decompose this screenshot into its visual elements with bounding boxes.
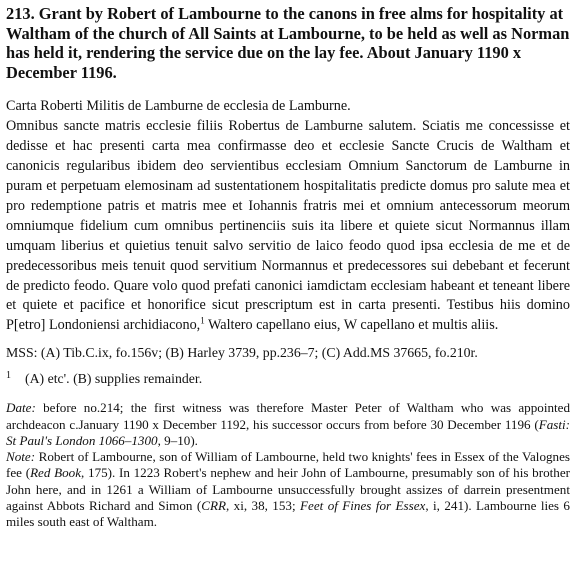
- entry-heading: [6, 4, 570, 82]
- note-citation-feet-of-fines: Feet of Fines for Essex: [300, 498, 426, 514]
- entry-number: 213.: [6, 4, 35, 23]
- charter-rubric: Carta Roberti Militis de Lamburne de ecclesia de Lamburne.: [6, 98, 351, 115]
- charter-text: [6, 97, 570, 336]
- note-text-c: , xi, 38, 153;: [225, 498, 301, 514]
- date-text-b: , 9–10).: [157, 432, 198, 448]
- date-label: Date:: [6, 400, 36, 416]
- footnote-text: (A) etc'. (B) supplies remainder.: [25, 371, 203, 387]
- date-note: [6, 400, 570, 449]
- note-text-b: , 175). In 1223 Robert's nephew and heir John of Lambourne, presumably son of his brother John here, and in 1261 a William of Lambourne unsuccessfully brought assizes of darrein presentment against Abbots Richard and Simon (: [6, 465, 570, 514]
- footnote-reference: 1: [200, 315, 205, 326]
- charter-body-end: Waltero capellano eius, W capellano et multis aliis.: [204, 317, 499, 334]
- entry-title: Grant by Robert of Lambourne to the canons in free alms for hospitality at Waltham of the church of All Saints at Lambourne, to be held as well as Norman has held it, rendering the service due on the lay fee. About January 1190 x December 1196.: [6, 4, 570, 82]
- document-page: [6, 4, 570, 531]
- note-citation-crr: CRR: [201, 498, 226, 514]
- charter-body-main: Omnibus sancte matris ecclesie filiis Robertus de Lamburne salutem. Sciatis me concessisse et dedisse et hac presenti carta mea confirmasse deo et ecclesie Sancte Crucis de Waltham et canonicis regularibus ibidem deo servientibus ecclesiam Omnium Sanctorum de Lamburne in puram et perpetuam elemosinam ad sustentationem hospitalitatis predicte domus pro salute mea et pro redemptione patris et matris mee et Iohannis fratris mei et omnium antecessorum meorum omniumque fidelium cum omnibus pertinenciis suis ita libere et quiete sicut Normannus illam umquam liberius et quietius tenuit salvo servitio de laico feodo quod ipsa ecclesia de me et de predecessoribus meis tenuit quod servitium Normannus et predecessores sui debebant et fecerunt de predicto feodo. Quare volo quod prefati canonici iamdictam ecclesiam habeant et teneant libere et quiete et pacifice et honorifice sicut prescriptum est in carta presenti. Testibus hiis domino P[etro] Londoniensi archidiacono,: [6, 118, 570, 334]
- charter-body: [6, 117, 570, 336]
- general-note: [6, 449, 570, 530]
- manuscripts-line: MSS: (A) Tib.C.ix, fo.156v; (B) Harley 3739, pp.236–7; (C) Add.MS 37665, fo.210r.: [6, 345, 478, 361]
- note-label: Note:: [6, 449, 36, 465]
- editorial-notes: [6, 400, 570, 530]
- date-text-a: before no.214; the first witness was therefore Master Peter of Waltham who was appointed archdeacon c.January 1190 x December 1192, his successor occurs from before 30 December 1196 (: [6, 400, 570, 432]
- note-text-d: , i, 241). Lambourne lies 6 miles south east of Waltham.: [6, 498, 570, 530]
- footnote-marker: 1: [6, 369, 11, 381]
- note-text-a: Robert of Lambourne, son of William of Lambourne, held two knights' fees in Essex of the Valognes fee (: [6, 449, 570, 481]
- date-citation: Fasti: St Paul's London 1066–1300: [6, 416, 570, 448]
- note-citation-red-book: Red Book: [30, 465, 82, 481]
- footnote: [6, 370, 570, 388]
